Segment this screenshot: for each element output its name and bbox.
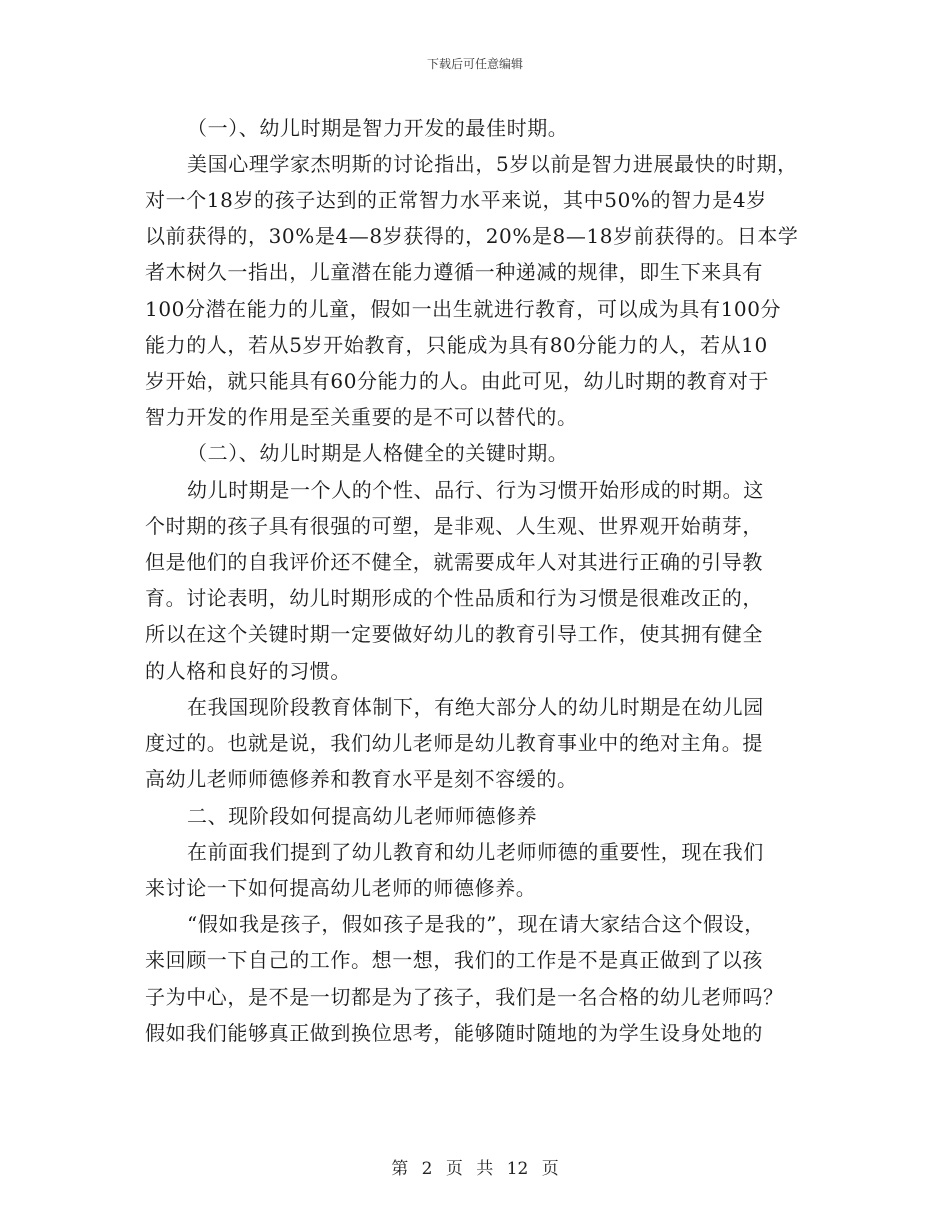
paragraph-line: 岁开始，就只能具有60分能力的人。由此可见，幼儿时期的教育对于 bbox=[145, 369, 770, 393]
paragraph-line: 度过的。也就是说，我们幼儿老师是幼儿教育事业中的绝对主角。提 bbox=[145, 731, 763, 755]
paragraph-line: 来讨论一下如何提高幼儿老师的师德修养。 bbox=[145, 876, 537, 900]
section-heading: （一）、幼儿时期是智力开发的最佳时期。 bbox=[187, 116, 569, 140]
paragraph-line: 但是他们的自我评价还不健全，就需要成年人对其进行正确的引导教 bbox=[145, 550, 763, 574]
page-header: 下载后可任意编辑 bbox=[426, 57, 523, 71]
paragraph-line: 的人格和良好的习惯。 bbox=[145, 659, 351, 683]
paragraph-line: 所以在这个关键时期一定要做好幼儿的教育引导工作，使其拥有健全 bbox=[145, 622, 763, 646]
paragraph-line: 能力的人，若从5岁开始教育，只能成为具有80分能力的人，若从10 bbox=[145, 333, 768, 357]
section-heading: （二）、幼儿时期是人格健全的关键时期。 bbox=[187, 441, 569, 465]
paragraph-line: 以前获得的，30%是4—8岁获得的，20%是8—18岁前获得的。日本学 bbox=[145, 224, 799, 248]
paragraph-line: “假如我是孩子，假如孩子是我的”，现在请大家结合这个假设， bbox=[187, 912, 765, 936]
paragraph-line: 在前面我们提到了幼儿教育和幼儿老师师德的重要性，现在我们 bbox=[187, 840, 764, 864]
section-heading: 二、现阶段如何提高幼儿老师师德修养 bbox=[187, 804, 538, 828]
paragraph-line: 者木树久一指出，儿童潜在能力遵循一种递减的规律，即生下来具有 bbox=[145, 260, 763, 284]
paragraph-line: 来回顾一下自己的工作。想一想，我们的工作是不是真正做到了以孩 bbox=[145, 948, 763, 972]
paragraph-line: 在我国现阶段教育体制下，有绝大部分人的幼儿时期是在幼儿园 bbox=[187, 695, 764, 719]
paragraph-line: 智力开发的作用是至关重要的是不可以替代的。 bbox=[145, 405, 578, 429]
paragraph-line: 幼儿时期是一个人的个性、品行、行为习惯开始形成的时期。这 bbox=[187, 478, 764, 502]
paragraph-line: 子为中心，是不是一切都是为了孩子，我们是一名合格的幼儿老师吗？ bbox=[145, 985, 784, 1009]
paragraph-line: 美国心理学家杰明斯的讨论指出，5岁以前是智力进展最快的时期， bbox=[187, 152, 798, 176]
paragraph-line: 假如我们能够真正做到换位思考，能够随时随地的为学生设身处地的 bbox=[145, 1021, 763, 1045]
page-footer: 第 2 页 共 12 页 bbox=[391, 1159, 559, 1179]
paragraph-line: 100分潜在能力的儿童，假如一出生就进行教育，可以成为具有100分 bbox=[145, 297, 782, 321]
paragraph-line: 育。讨论表明，幼儿时期形成的个性品质和行为习惯是很难改正的， bbox=[145, 586, 763, 610]
paragraph-line: 高幼儿老师师德修养和教育水平是刻不容缓的。 bbox=[145, 767, 578, 791]
paragraph-line: 对一个18岁的孩子达到的正常智力水平来说，其中50%的智力是4岁 bbox=[145, 188, 767, 212]
paragraph-line: 个时期的孩子具有很强的可塑，是非观、人生观、世界观开始萌芽， bbox=[145, 514, 763, 538]
